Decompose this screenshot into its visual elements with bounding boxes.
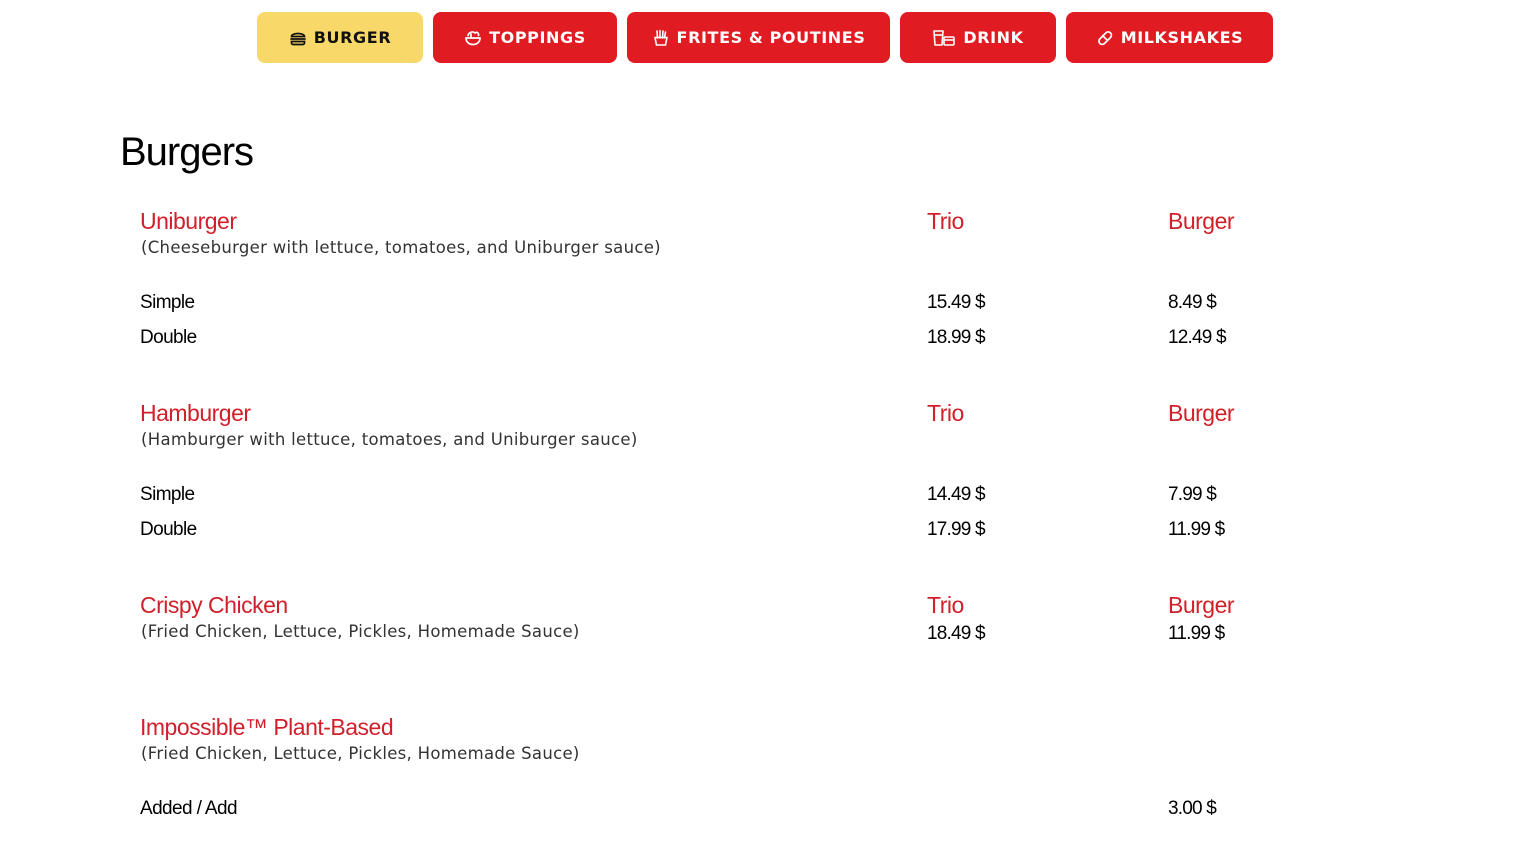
item-name: Uniburger — [140, 208, 237, 234]
price-burger: 12.49 $ — [1168, 327, 1226, 348]
drink-icon — [932, 29, 956, 47]
column-header-burger: Burger — [1168, 592, 1235, 618]
column-header-burger: Burger — [1168, 400, 1235, 426]
tab-drink-label: DRINK — [963, 28, 1024, 47]
item-description: (Fried Chicken, Lettuce, Pickles, Homemade Sauce) — [141, 622, 580, 641]
tab-frites-poutines[interactable] — [627, 12, 890, 63]
price-burger: 3.00 $ — [1168, 798, 1217, 819]
item-description: (Hamburger with lettuce, tomatoes, and Uniburger sauce) — [141, 430, 638, 449]
tab-toppings[interactable] — [433, 12, 617, 63]
column-header-trio: Trio — [927, 592, 964, 618]
item-description: (Cheeseburger with lettuce, tomatoes, and Uniburger sauce) — [141, 238, 661, 257]
tab-frites-poutines-label: FRITES & POUTINES — [676, 28, 866, 47]
tab-burger-label: BURGER — [313, 28, 392, 47]
price-trio: 15.49 $ — [927, 292, 985, 313]
tab-milkshakes[interactable] — [1066, 12, 1273, 63]
price-trio: 14.49 $ — [927, 484, 985, 505]
fries-icon — [652, 29, 670, 47]
column-header-trio: Trio — [927, 400, 964, 426]
size-label: Double — [140, 519, 197, 540]
tab-drink[interactable] — [900, 12, 1056, 63]
size-label: Simple — [140, 292, 195, 313]
size-label: Simple — [140, 484, 195, 505]
item-name: Hamburger — [140, 400, 251, 426]
price-burger: 8.49 $ — [1168, 292, 1217, 313]
addon-label: Added / Add — [140, 798, 237, 819]
price-trio: 18.49 $ — [927, 623, 985, 644]
section-title: Burgers — [120, 130, 254, 174]
tab-burger[interactable] — [257, 12, 423, 63]
price-trio: 17.99 $ — [927, 519, 985, 540]
capsule-icon — [1096, 29, 1114, 47]
price-burger: 11.99 $ — [1168, 519, 1225, 540]
column-header-burger: Burger — [1168, 208, 1235, 234]
category-tabs — [0, 12, 1530, 63]
column-header-trio: Trio — [927, 208, 964, 234]
tab-milkshakes-label: MILKSHAKES — [1120, 28, 1244, 47]
item-description: (Fried Chicken, Lettuce, Pickles, Homemade Sauce) — [141, 744, 580, 763]
item-name: Impossible™ Plant-Based — [140, 714, 394, 740]
price-burger: 7.99 $ — [1168, 484, 1217, 505]
tab-toppings-label: TOPPINGS — [489, 28, 586, 47]
size-label: Double — [140, 327, 197, 348]
price-burger: 11.99 $ — [1168, 623, 1225, 644]
bowl-icon — [464, 29, 482, 47]
burger-icon — [289, 29, 307, 47]
item-name: Crispy Chicken — [140, 592, 288, 618]
price-trio: 18.99 $ — [927, 327, 985, 348]
